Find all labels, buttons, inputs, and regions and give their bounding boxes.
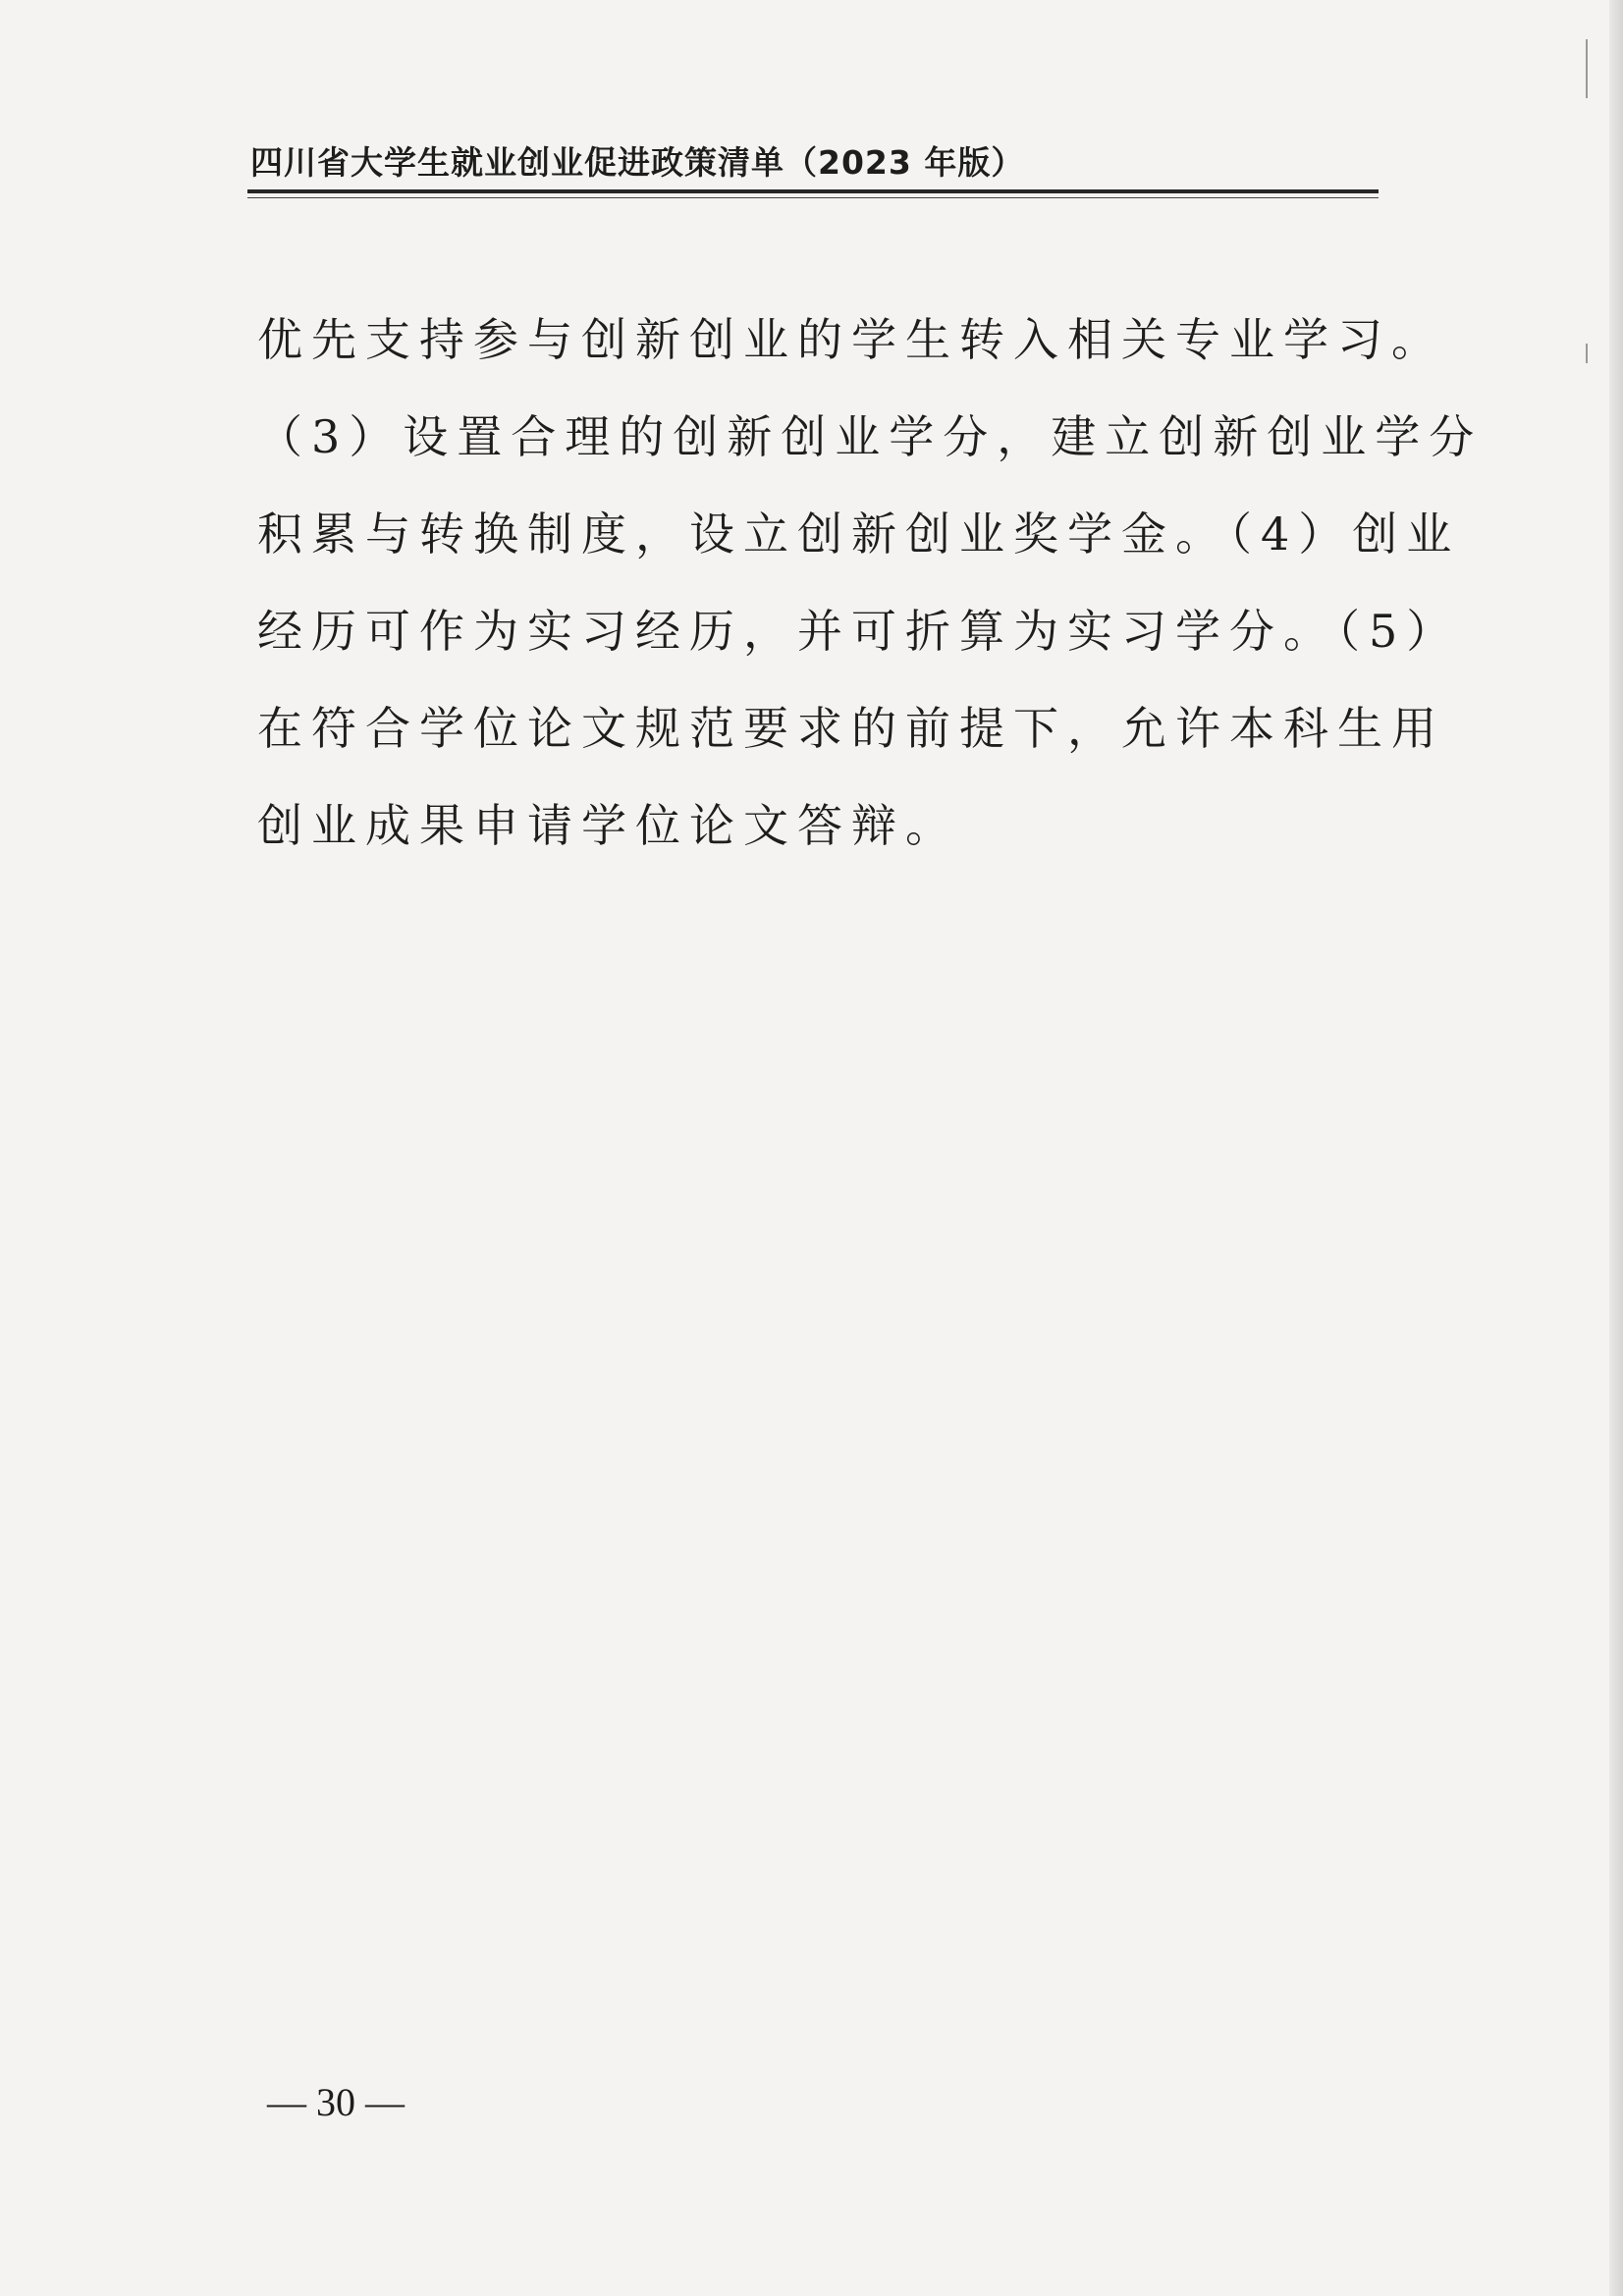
scan-edge-mark — [1586, 39, 1588, 98]
scan-edge-mark — [1586, 344, 1588, 363]
body-line: 积累与转换制度，设立创新创业奖学金。（4）创业 — [257, 507, 1461, 561]
body-paragraph — [257, 292, 1484, 875]
body-line: 在符合学位论文规范要求的前提下，允许本科生用 — [257, 702, 1445, 755]
body-line: 创业成果申请学位论文答辩。 — [257, 799, 959, 852]
body-line: 经历可作为实习经历，并可折算为实习学分。（5） — [257, 605, 1461, 658]
body-line: （3）设置合理的创新创业学分，建立创新创业学分 — [257, 410, 1484, 463]
body-line: 优先支持参与创新创业的学生转入相关专业学习。 — [257, 313, 1445, 366]
scan-edge-shadow — [1609, 0, 1623, 2296]
page-number: — 30 — — [267, 2080, 405, 2124]
header-rule-thin — [247, 197, 1379, 198]
running-header-title: 四川省大学生就业创业促进政策清单（2023 年版） — [250, 143, 1025, 182]
header-rule-thick — [247, 189, 1379, 193]
